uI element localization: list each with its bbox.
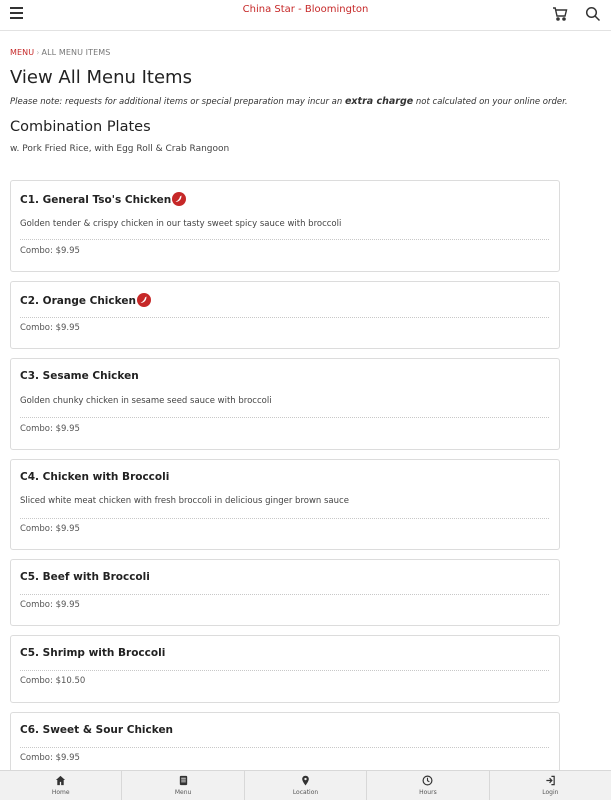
location-pin-icon — [300, 775, 311, 786]
home-icon — [55, 775, 66, 786]
clock-icon — [422, 775, 433, 786]
nav-location[interactable] — [245, 771, 367, 800]
breadcrumb — [10, 48, 570, 57]
spicy-pepper-icon — [172, 192, 186, 206]
note-text-after: not calculated on your online order. — [413, 97, 568, 107]
menu-item-description: Golden tender & crispy chicken in our tasty sweet spicy sauce with broccoli — [20, 219, 342, 229]
top-header — [0, 0, 611, 31]
nav-label: Login — [542, 789, 559, 796]
menu-book-icon — [178, 775, 189, 786]
menu-item-price: Combo: $9.95 — [20, 424, 80, 434]
menu-item-name: C6. Sweet & Sour Chicken — [20, 724, 174, 736]
menu-item-name: C1. General Tso's Chicken — [20, 194, 172, 206]
menu-item-description: Sliced white meat chicken with fresh broccoli in delicious ginger brown sauce — [20, 496, 349, 506]
card-divider — [20, 594, 549, 595]
bottom-navigation — [0, 770, 611, 800]
nav-home[interactable] — [0, 771, 122, 800]
menu-item-card[interactable] — [10, 635, 560, 703]
card-divider — [20, 317, 549, 318]
nav-label: Hours — [419, 789, 437, 796]
restaurant-name[interactable]: China Star - Bloomington — [242, 4, 369, 15]
card-divider — [20, 747, 549, 748]
login-icon — [545, 775, 556, 786]
menu-item-title — [20, 192, 186, 206]
card-divider — [20, 670, 549, 671]
menu-item-card[interactable] — [10, 559, 560, 626]
card-divider — [20, 518, 549, 519]
page-title: View All Menu Items — [10, 67, 192, 88]
menu-item-description: Golden chunky chicken in sesame seed sauce with broccoli — [20, 396, 272, 406]
menu-item-price: Combo: $9.95 — [20, 323, 80, 333]
menu-item-price: Combo: $10.50 — [20, 676, 86, 686]
menu-item-price: Combo: $9.95 — [20, 524, 80, 534]
menu-item-card[interactable] — [10, 459, 560, 550]
card-divider — [20, 417, 549, 418]
nav-label: Menu — [174, 789, 192, 796]
breadcrumb-current: ALL MENU ITEMS — [41, 48, 111, 57]
menu-item-price: Combo: $9.95 — [20, 753, 80, 763]
note-text-before: Please note: requests for additional items or special preparation may incur an — [10, 97, 345, 107]
spicy-pepper-icon — [137, 293, 151, 307]
menu-item-name: C5. Beef with Broccoli — [20, 571, 150, 583]
breadcrumb-separator: › — [36, 48, 40, 57]
menu-item-name: C3. Sesame Chicken — [20, 370, 139, 382]
nav-label: Home — [51, 789, 70, 796]
menu-item-card[interactable] — [10, 358, 560, 450]
menu-item-card[interactable] — [10, 180, 560, 272]
menu-item-title — [20, 293, 151, 307]
section-subtitle: w. Pork Fried Rice, with Egg Roll & Crab Rangoon — [10, 144, 230, 154]
menu-item-price: Combo: $9.95 — [20, 246, 80, 256]
menu-item-price: Combo: $9.95 — [20, 600, 80, 610]
menu-item-name: C2. Orange Chicken — [20, 295, 136, 307]
menu-item-name: C4. Chicken with Broccoli — [20, 471, 170, 483]
section-title: Combination Plates — [10, 119, 151, 135]
nav-login[interactable] — [490, 771, 611, 800]
note-bold: extra charge — [344, 96, 414, 107]
nav-label: Location — [292, 789, 319, 796]
nav-menu[interactable] — [122, 771, 244, 800]
search-icon[interactable] — [585, 6, 601, 22]
menu-item-card[interactable] — [10, 281, 560, 349]
card-divider — [20, 239, 549, 240]
order-note — [10, 96, 570, 107]
nav-hours[interactable] — [367, 771, 489, 800]
cart-icon[interactable] — [552, 6, 568, 22]
main-content — [10, 31, 570, 154]
menu-item-name: C5. Shrimp with Broccoli — [20, 647, 166, 659]
breadcrumb-menu-link[interactable]: MENU — [10, 48, 35, 57]
